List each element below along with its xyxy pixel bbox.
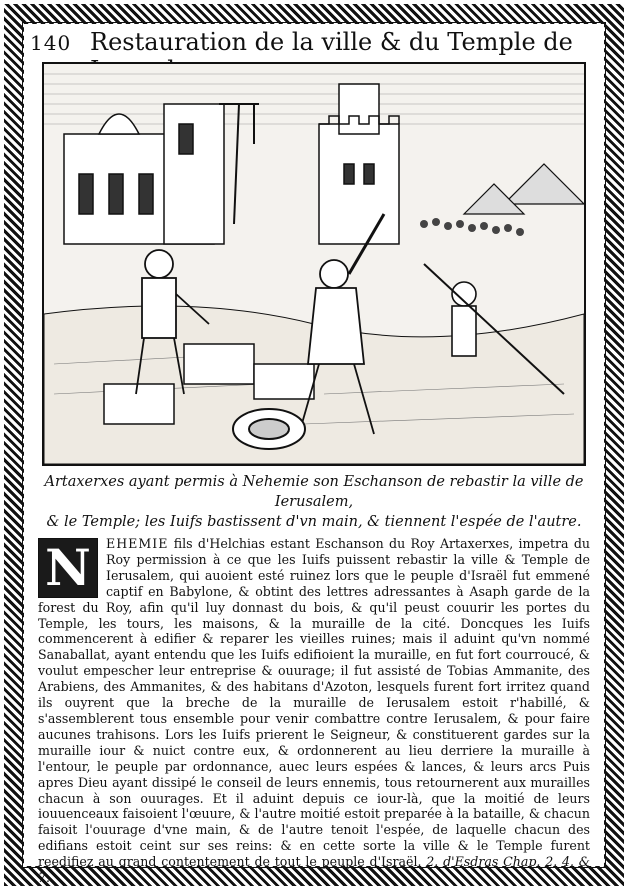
woodcut-scene [44, 64, 584, 464]
round-shield [233, 409, 305, 449]
scripture-reference: 2. d'Esdras Chap. 2. 4. & 7. [38, 854, 590, 886]
caption-line-2: & le Temple; les Iuifs bastissent d'vn main, & tiennent l'espée de l'autre. [46, 514, 582, 530]
woodcut-illustration [42, 62, 586, 466]
crowd [420, 218, 524, 236]
page-number: 140 [30, 31, 72, 55]
page-title: Restauration de la ville & du Temple de [90, 28, 573, 56]
body-paragraph [38, 536, 590, 886]
army-camp [464, 164, 584, 214]
ruined-building [64, 104, 224, 244]
page-header [30, 28, 600, 62]
lead-in-word: EHEMIE [106, 536, 169, 551]
round-tower [319, 84, 399, 244]
caption-line-1: Artaxerxes ayant permis à Nehemie son Eschanson de rebastir la ville de Ierusalem, [44, 474, 584, 510]
illustration-caption [36, 472, 592, 532]
crane [219, 104, 259, 224]
drop-cap-initial: N [38, 538, 98, 598]
body-text: fils d'Helchias estant Eschanson du Roy Artaxerxes, impetra du Roy permission à ce que les Iuifs puissent rebastir la ville & Temple de Ierusalem, qui auoient esté ruinez lors que le peuple d'Israël fut emmené captif en Babylone, & obtint des lettres adressantes à Asaph garde de la forest du Roy, afin qu'il luy donnast du bois, & qu'il peust couurir les portes du Temple, les tours, les maisons, & la muraille de la cité. Doncques les Iuifs commencerent à edifier & reparer les vieilles ruines; mais il aduint qu'vn nommé Sanaballat, ayant entendu que les Iuifs edifioient la muraille, en fut fort courroucé, & voulut empescher leur entreprise & ouurage; il fut assisté de Tobias Ammanite, des Arabiens, des Ammanites, & des habitans d'Azoton, lesquels furent fort irritez quand ils ouyrent que la breche de la muraille de Ierusalem estoit r'habillé, & s'assemblerent tous ensemble pour venir combattre contre Ierusalem, & pour faire aucunes trahisons. Lors les Iuifs prierent le Seigneur, & constituerent gardes sur la muraille iour & nuict contre eux, & ordonnerent au lieu derriere la muraille à l'entour, le peuple par ordonnance, auec leurs espées & lances, & leurs arcs Puis apres Dieu ayant dissipé le conseil de leurs ennemis, tous retournerent aux murailles chacun à son ouurages. Et il aduint depuis ce iour-là, que la moitié de leurs iouuenceaux faisoient l'œuure, & l'autre moitié estoit preparée à la bataille, & chacun faisoit l'ouurage d'vne main, & de l'autre tenoit l'espée, de laquelle chacun des edifians estoit ceint sur ses reins: & en cette sorte la ville & le Temple furent reedifiez au grand contentement de tout le peuple d'Israël. [38, 536, 590, 870]
